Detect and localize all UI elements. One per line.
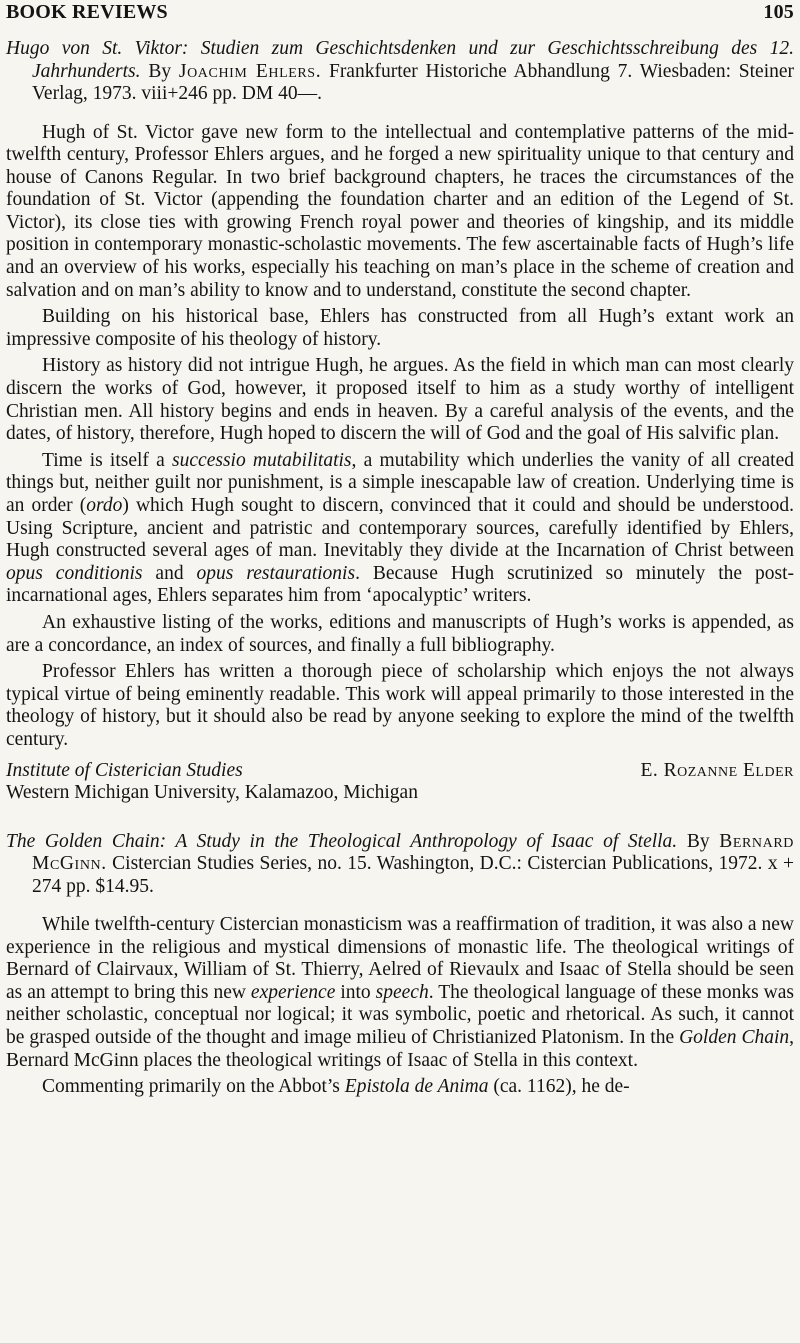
- paragraph-text: While twelfth-century Cistercian monasticism was a reaffirmation of tradition, it was also a new experience in the religious and mystical dimensions of monastic life. The theological writings of Bernard of Clairvaux, William of St. Thierry, Aelred of Rievaulx and Isaac of Stella should be seen as an attempt to bring this new: [6, 914, 794, 1003]
- paragraph-text: Building on his historical base, Ehlers has constructed from all Hugh’s extant work an impressive composite of his theology of history.: [6, 306, 794, 350]
- review-paragraph: [6, 1076, 794, 1099]
- paragraph-text: An exhaustive listing of the works, editions and manuscripts of Hugh’s works is appended, as are a concordance, an index of sources, and finally a full bibliography.: [6, 611, 794, 656]
- review-paragraph: [6, 306, 794, 351]
- reviewer-institution: Institute of Cisterician Studies: [6, 759, 243, 781]
- publication-details: Frankfurter Historiche Abhandlung 7. Wiesbaden: Steiner Verlag, 1973. viii+246 pp. DM 40—.: [32, 60, 795, 104]
- paragraph-text: Time is itself a: [42, 449, 173, 471]
- paragraph-text: into: [335, 981, 376, 1003]
- paragraph-text: ) which Hugh sought to discern, convinced that it could and should be understood. Using Scripture, ancient and patristic and contemporary sources, carefully identified by Ehlers, Hugh constructed several ages of man. Inevitably they divide at the Incarnation of Christ between: [6, 495, 795, 562]
- book-title: Hugo von St. Viktor: Studien zum Geschichtsdenken und zur Geschichtsschreibung des 12. Jahrhunderts.: [6, 38, 794, 82]
- italic-term: Epistola de Anima: [344, 1076, 489, 1098]
- section-title: BOOK REVIEWS: [6, 1, 168, 23]
- review-paragraph: [6, 661, 794, 751]
- paragraph-text: (ca. 1162), he de-: [488, 1076, 630, 1098]
- publication-details: Cistercian Studies Series, no. 15. Washington, D.C.: Cistercian Publications, 1972. x + 274 pp. $14.95.: [32, 853, 795, 897]
- book-author: Bernard McGinn.: [32, 830, 794, 875]
- review-body: [6, 122, 794, 752]
- review-body: [6, 914, 794, 1099]
- book-title: The Golden Chain: A Study in the Theological Anthropology of Isaac of Stella.: [6, 830, 678, 852]
- paragraph-text: . Because Hugh scrutinized so minutely the post-incarnational ages, Ehlers separates him from ‘apocalyptic’ writers.: [6, 562, 794, 607]
- paragraph-text: and: [142, 562, 197, 584]
- by-label: By: [148, 60, 172, 82]
- reviewer-name: E. Rozanne Elder: [640, 759, 794, 781]
- reviewer-affiliation: Western Michigan University, Kalamazoo, Michigan: [6, 782, 418, 804]
- italic-term: successio mutabilitatis: [172, 449, 352, 471]
- page-number: 105: [763, 1, 794, 23]
- italic-term: speech: [375, 981, 429, 1003]
- review-paragraph: [6, 450, 794, 608]
- review-paragraph: [6, 914, 794, 1072]
- italic-term: opus conditionis: [6, 562, 143, 584]
- paragraph-text: History as history did not intrigue Hugh, he argues. As the field in which man can most clearly discern the works of God, however, it proposed itself to him as a study worthy of intelligent Christian men. All history begins and ends in heaven. By a careful analysis of the events, and the dates, of history, therefore, Hugh hoped to discern the will of God and the goal of His salvific plan.: [6, 355, 794, 445]
- italic-term: opus restaurationis: [196, 562, 356, 584]
- review-hugo-von-st-viktor: [6, 38, 794, 805]
- review-golden-chain: [6, 831, 794, 1099]
- italic-term: Golden Chain: [679, 1027, 790, 1048]
- paragraph-text: Professor Ehlers has written a thorough piece of scholarship which enjoys the not always typical virtue of being eminently readable. This work will appeal primarily to those interested in the theology of history, but it should also be read by anyone seeking to explore the mind of the twelfth century.: [6, 661, 794, 750]
- paragraph-text: Hugh of St. Victor gave new form to the intellectual and contemplative patterns of the mid-twelfth century, Professor Ehlers argues, and he forged a new spirituality unique to that century and house of Canons Regular. In two brief background chapters, he traces the circumstances of the foundation of St. Victor (appending the foundation charter and an edition of the Legend of St. Victor), its close ties with growing French royal power and theories of kingship, and its middle position in contemporary monastic-scholastic movements. The few ascertainable facts of Hugh’s life and an overview of his works, especially his teaching on man’s place in the scheme of creation and salvation and on man’s ability to know and to understand, constitute the second chapter.: [6, 121, 794, 301]
- running-head: [6, 0, 794, 26]
- reviewer-signature: [6, 760, 794, 805]
- paragraph-text: , a mutability which underlies the vanity of all created things but, neither guilt nor punishment, is a simple inescapable law of creation. Underlying time is an order (: [6, 449, 795, 516]
- book-citation: [6, 831, 794, 899]
- review-paragraph: [6, 612, 794, 657]
- paragraph-text: , Bernard McGinn places the theological writings of Isaac of Stella in this context.: [6, 1027, 794, 1071]
- review-paragraph: [6, 122, 794, 303]
- paragraph-text: . The theological language of these monks was neither scholastic, conceptual nor logical; it was symbolic, poetic and rhetorical. As such, it cannot be grasped outside of the thought and image milieu of Christianized Platonism. In the: [6, 981, 794, 1048]
- book-author: Joachim Ehlers.: [178, 60, 322, 82]
- italic-term: experience: [250, 981, 336, 1003]
- book-citation: [6, 38, 794, 106]
- paragraph-text: Commenting primarily on the Abbot’s: [42, 1076, 345, 1098]
- by-label: By: [686, 830, 710, 852]
- italic-term: ordo: [86, 495, 123, 516]
- review-paragraph: [6, 355, 794, 445]
